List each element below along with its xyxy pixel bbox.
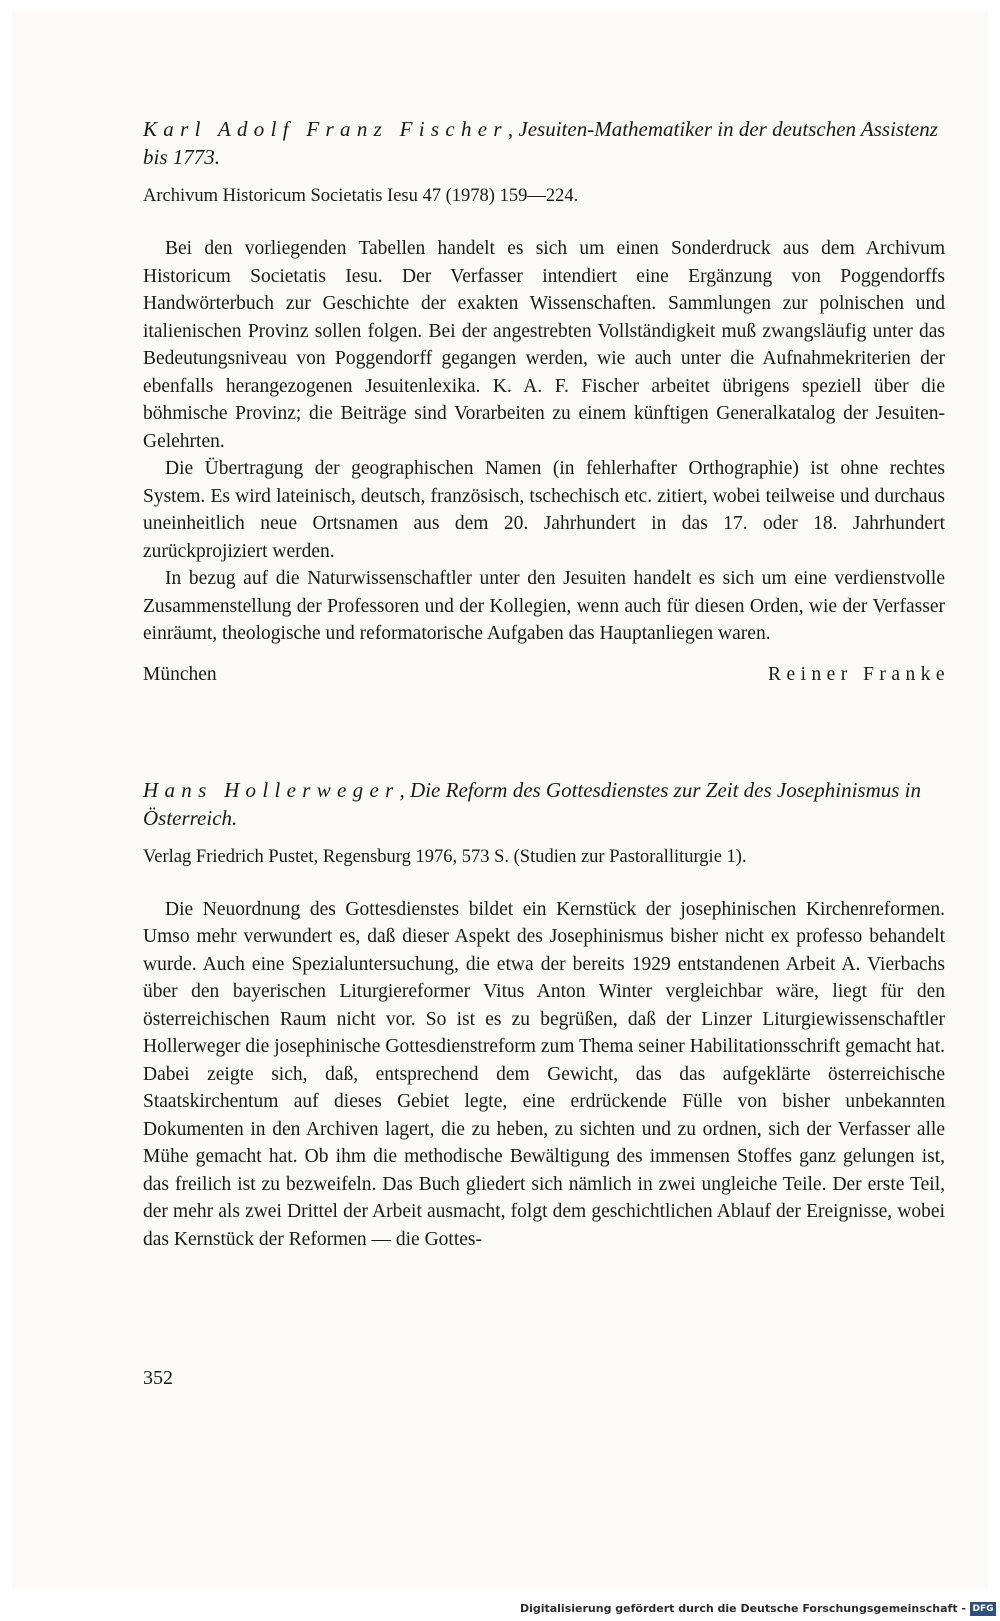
publication-source: Archivum Historicum Societatis Iesu 47 (1978) 159—224. (143, 186, 579, 206)
book-title: , Die Reform des Gottesdienstes zur Zeit des Josephinismus in Österreich. (143, 777, 921, 830)
book-author: Hans Hollerweger (143, 777, 400, 802)
review-paragraph: Die Neuordnung des Gottesdienstes bildet ein Kernstück der josephinischen Kirchenreformen. Umso mehr verwundert es, daß dieser Aspekt des Josephinismus bisher nicht ex professo behandelt wurde. Auch eine Spezialuntersuchung, die etwa der bereits 1929 entstandenen Arbeit A. Vierbachs über den bayerischen Liturgiereformer Vitus Anton Winter vergleichbar wäre, liegt für den österreichischen Raum nicht vor. So ist es zu begrüßen, daß der Linzer Liturgiewissenschaftler Hollerweger die josephinische Gottesdienstreform zum Thema seiner Habilitationsschrift gemacht hat. Dabei zeigte sich, daß, entsprechend dem Gewicht, das das aufgeklärte österreichische Staatskirchentum auf dieses Gebiet legte, eine erdrückende Fülle von bisher unbekannten Dokumenten in den Archiven lagert, die zu heben, zu sichten und zu ordnen, sich der Verfasser alle Mühe gemacht hat. Ob ihm die methodische Bewältigung des immensen Stoffes ganz gelungen ist, das freilich ist zu bezweifeln. Das Buch gliedert sich nämlich in zwei ungleiche Teile. Der erste Teil, der mehr als zwei Drittel der Arbeit ausmacht, folgt dem geschichtlichen Ablauf der Ereignisse, wobei das Kernstück der Reformen — die Gottes- (143, 898, 945, 1250)
page-number: 352 (143, 1367, 173, 1389)
review-signature (143, 663, 950, 686)
review-fischer (143, 115, 950, 686)
review-heading (143, 115, 945, 171)
review-place: München (143, 663, 217, 685)
section-spacer (143, 686, 945, 776)
review-paragraph: Bei den vorliegenden Tabellen handelt es sich um einen Sonderdruck aus dem Archivum Historicum Societatis Iesu. Der Verfasser intendiert eine Ergänzung von Poggendorffs Handwörterbuch zur Geschichte der exakten Wissenschaften. Sammlungen zur polnischen und italienischen Provinz sollen folgen. Bei der angestrebten Vollständigkeit muß zwangsläufig unter das Bedeutungsniveau von Poggendorff gegangen werden, wie auch unter die Aufnahmekriterien der ebenfalls herangezogenen Jesuitenlexika. K. A. F. Fischer arbeitet übrigens speziell über die böhmische Provinz; die Beiträge sind Vorarbeiten zu einem künftigen Generalkatalog der Jesuiten-Gelehrten. (143, 238, 945, 452)
review-paragraph: In bezug auf die Naturwissenschaftler unter den Jesuiten handelt es sich um eine verdienstvolle Zusammenstellung der Professoren und der Kollegien, wenn auch für diesen Orden, wie der Verfasser einräumt, theologische und reformatorische Aufgaben das Hauptanliegen waren. (143, 568, 945, 644)
digitization-footer (0, 1591, 1000, 1621)
dfg-logo-icon: DFG (970, 1602, 996, 1616)
book-title: , Jesuiten-Mathematiker in der deutschen Assistenz bis 1773. (143, 117, 938, 169)
publication-source: Verlag Friedrich Pustet, Regensburg 1976, 573 S. (Studien zur Pastoralliturgie 1). (143, 846, 747, 867)
review-heading (143, 776, 945, 832)
document-page (12, 10, 988, 1590)
review-hollerweger (143, 776, 945, 1254)
funding-notice: Digitalisierung gefördert durch die Deutsche Forschungsgemeinschaft - (519, 1602, 966, 1615)
review-paragraph: Die Übertragung der geographischen Namen (in fehlerhafter Orthographie) ist ohne rechtes System. Es wird lateinisch, deutsch, französisch, tschechisch etc. zitiert, wobei teilweise und durchaus uneinheitlich neue Ortsnamen aus dem 20. Jahrhundert in das 17. oder 18. Jahrhundert zurückprojiziert werden. (143, 458, 945, 562)
page-content (143, 115, 950, 1253)
reviewer-name: Reiner Franke (768, 663, 950, 685)
book-author: Karl Adolf Franz Fischer (143, 117, 508, 141)
